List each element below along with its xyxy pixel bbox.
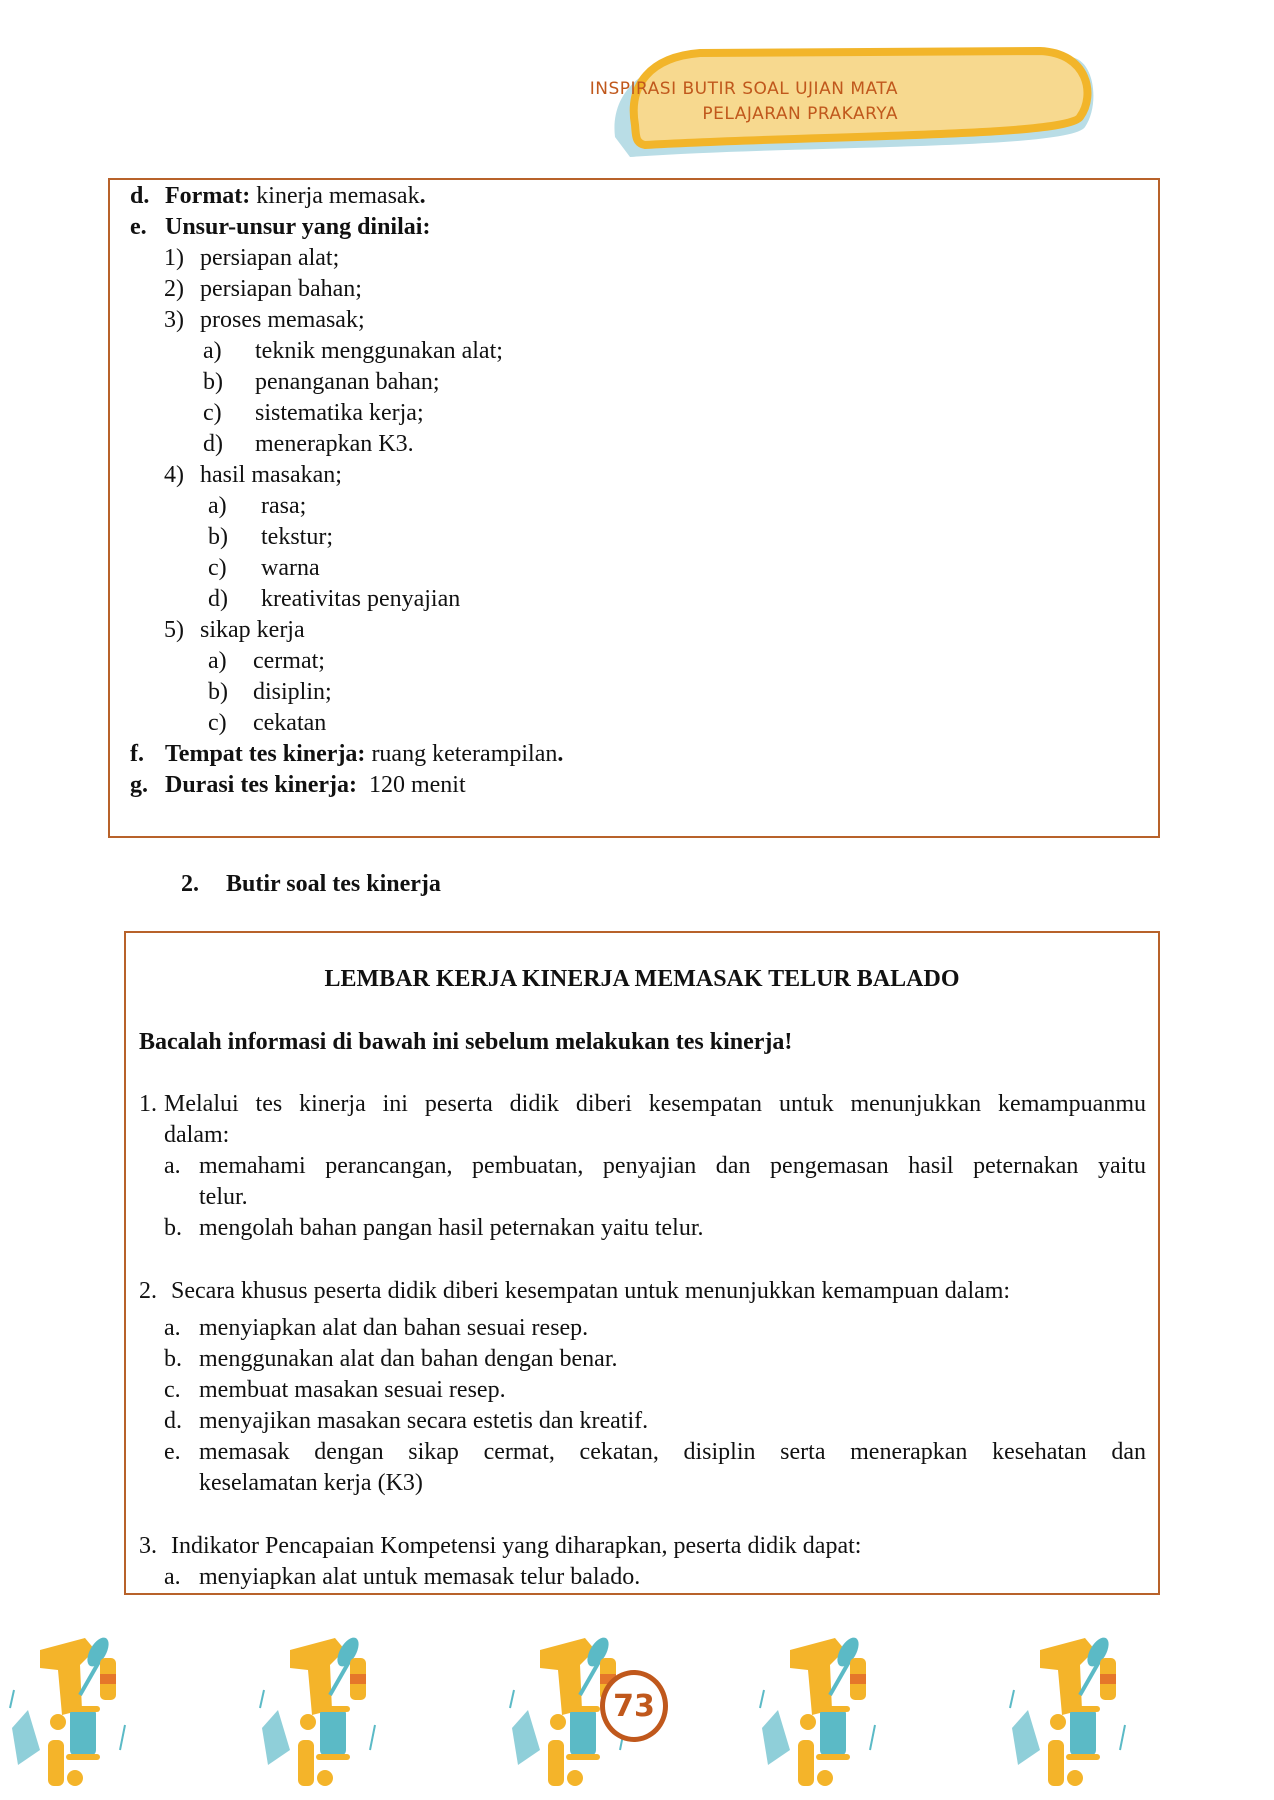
sub-marker: c) <box>208 555 227 581</box>
para-marker: 2. <box>139 1278 157 1304</box>
sub-marker: d) <box>203 431 223 457</box>
para-marker: 1. <box>139 1091 157 1117</box>
list-marker: 5) <box>164 617 184 643</box>
list-marker: 4) <box>164 462 184 488</box>
list-item: persiapan alat; <box>200 245 340 271</box>
sub-item: warna <box>261 555 320 581</box>
sub-marker: b) <box>208 679 228 705</box>
worksheet-intro: Bacalah informasi di bawah ini sebelum melakukan tes kinerja! <box>139 1029 793 1055</box>
sub-item: kreativitas penyajian <box>261 586 461 612</box>
sub-marker: d) <box>208 586 228 612</box>
item-marker: d. <box>130 183 150 209</box>
list-item: mengolah bahan pangan hasil peternakan yaitu telur. <box>199 1215 704 1241</box>
format-line: Format: kinerja memasak. <box>165 183 426 209</box>
list-marker: b. <box>164 1346 182 1372</box>
list-item: proses memasak; <box>200 307 365 333</box>
para-text: Melalui tes kinerja ini peserta didik diberi kesempatan untuk menunjukkan kemampuanmu <box>164 1091 1146 1117</box>
sub-item: disiplin; <box>253 679 332 705</box>
section-title: Butir soal tes kinerja <box>226 871 441 897</box>
item-marker: f. <box>130 741 144 767</box>
worksheet-title: LEMBAR KERJA KINERJA MEMASAK TELUR BALADO <box>324 966 960 992</box>
list-item: sikap kerja <box>200 617 305 643</box>
sub-item: teknik menggunakan alat; <box>255 338 503 364</box>
item-marker: e. <box>130 214 147 240</box>
sub-item: cekatan <box>253 710 327 736</box>
sub-marker: a) <box>208 493 227 519</box>
para-text: Secara khusus peserta didik diberi kesempatan untuk menunjukkan kemampuan dalam: <box>171 1278 1011 1304</box>
para-marker: 3. <box>139 1533 157 1559</box>
sub-marker: a) <box>208 648 227 674</box>
list-item: menyiapkan alat dan bahan sesuai resep. <box>199 1315 589 1341</box>
para-text: dalam: <box>164 1122 230 1148</box>
list-marker: a. <box>164 1564 181 1590</box>
para-text: Indikator Pencapaian Kompetensi yang diharapkan, peserta didik dapat: <box>171 1533 862 1559</box>
sub-marker: b) <box>203 369 223 395</box>
test-duration-line: Durasi tes kinerja: 120 menit <box>165 772 466 798</box>
sub-marker: c) <box>203 400 222 426</box>
chapter-banner <box>589 45 1100 165</box>
sub-item: rasa; <box>261 493 307 519</box>
list-marker: 2) <box>164 276 184 302</box>
sub-item: penanganan bahan; <box>255 369 440 395</box>
list-item: hasil masakan; <box>200 462 342 488</box>
list-item: menggunakan alat dan bahan dengan benar. <box>199 1346 618 1372</box>
page-number-badge <box>600 1670 668 1742</box>
list-marker: 3) <box>164 307 184 333</box>
section-marker: 2. <box>181 871 199 897</box>
sub-item: menerapkan K3. <box>255 431 414 457</box>
list-marker: e. <box>164 1439 181 1465</box>
list-marker: d. <box>164 1408 182 1434</box>
list-item: persiapan bahan; <box>200 276 362 302</box>
list-marker: a. <box>164 1153 181 1179</box>
page-number: 73 <box>613 1688 655 1724</box>
test-location-line: Tempat tes kinerja: ruang keterampilan. <box>165 741 564 767</box>
sub-item: sistematika kerja; <box>255 400 424 426</box>
sub-item: tekstur; <box>261 524 333 550</box>
sub-marker: b) <box>208 524 228 550</box>
banner-line-1: INSPIRASI BUTIR SOAL UJIAN MATA <box>589 79 898 99</box>
sub-marker: a) <box>203 338 222 364</box>
list-item: memasak dengan sikap cermat, cekatan, disiplin serta menerapkan kesehatan dan <box>199 1439 1146 1465</box>
list-item: telur. <box>199 1184 248 1210</box>
list-item: membuat masakan sesuai resep. <box>199 1377 506 1403</box>
banner-line-2: PELAJARAN PRAKARYA <box>702 104 898 124</box>
list-marker: b. <box>164 1215 182 1241</box>
list-marker: a. <box>164 1315 181 1341</box>
list-item: menyiapkan alat untuk memasak telur balado. <box>199 1564 641 1590</box>
criteria-heading: Unsur-unsur yang dinilai: <box>165 214 431 240</box>
list-item: keselamatan kerja (K3) <box>199 1470 423 1496</box>
list-item: memahami perancangan, pembuatan, penyajian dan pengemasan hasil peternakan yaitu <box>199 1153 1146 1179</box>
sub-item: cermat; <box>253 648 325 674</box>
list-marker: 1) <box>164 245 184 271</box>
item-marker: g. <box>130 772 148 798</box>
list-marker: c. <box>164 1377 181 1403</box>
list-item: menyajikan masakan secara estetis dan kreatif. <box>199 1408 649 1434</box>
sub-marker: c) <box>208 710 227 736</box>
